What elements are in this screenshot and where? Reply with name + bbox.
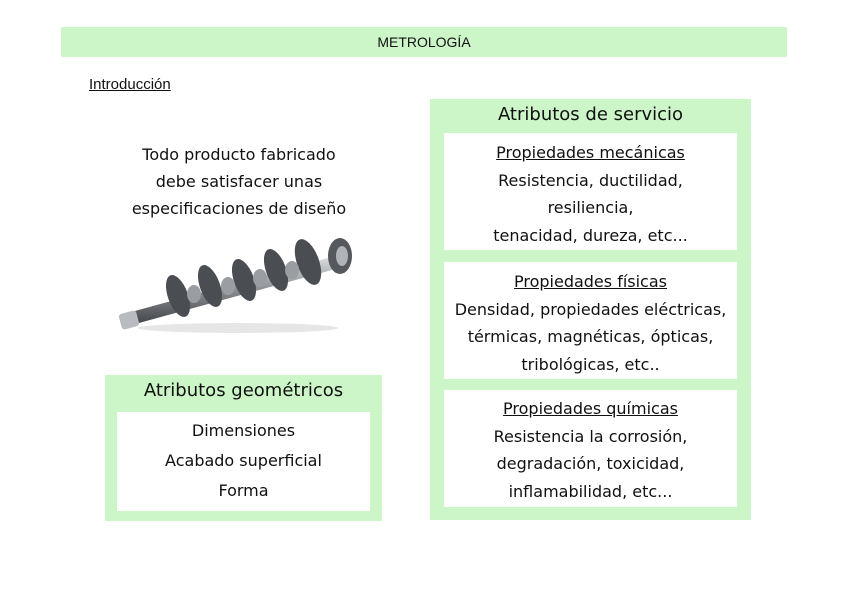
list-item: Acabado superficial (165, 451, 322, 470)
box-title: Propiedades mecánicas (496, 143, 685, 162)
slide-header (61, 27, 787, 57)
service-attributes-title: Atributos de servicio (497, 104, 684, 125)
box-title: Propiedades químicas (503, 399, 678, 418)
box-line: inflamabilidad, etc... (508, 481, 673, 501)
geometric-attributes-list (117, 412, 370, 511)
list-item: Dimensiones (191, 421, 296, 440)
service-attributes-panel (430, 99, 751, 520)
box-line: degradación, toxicidad, (496, 454, 685, 473)
slide-title: METROLOGÍA (377, 34, 471, 50)
box-line: resiliencia, (547, 198, 634, 217)
box-line: Resistencia la corrosión, (493, 426, 688, 446)
box-line: térmicas, magnéticas, ópticas, (467, 327, 714, 346)
intro-heading: Introducción (89, 76, 171, 93)
box-line: Resistencia, ductilidad, (498, 170, 683, 190)
box-line: tenacidad, dureza, etc... (493, 225, 688, 245)
physical-properties-box (444, 262, 737, 379)
geometric-attributes-panel (105, 375, 382, 521)
chemical-properties-box (444, 390, 737, 507)
box-line: tribológicas, etc.. (521, 354, 660, 374)
list-item: Forma (218, 481, 269, 500)
mechanical-properties-box (444, 133, 737, 250)
crankshaft-image (118, 236, 358, 336)
intro-line: especificaciones de diseño (131, 199, 347, 218)
geometric-attributes-title: Atributos geométricos (143, 380, 344, 401)
intro-line: Todo producto fabricado (142, 145, 336, 164)
intro-text (104, 141, 374, 222)
intro-line: debe satisfacer unas (155, 172, 323, 191)
box-line: Densidad, propiedades eléctricas, (454, 299, 727, 319)
box-title: Propiedades físicas (513, 272, 667, 291)
